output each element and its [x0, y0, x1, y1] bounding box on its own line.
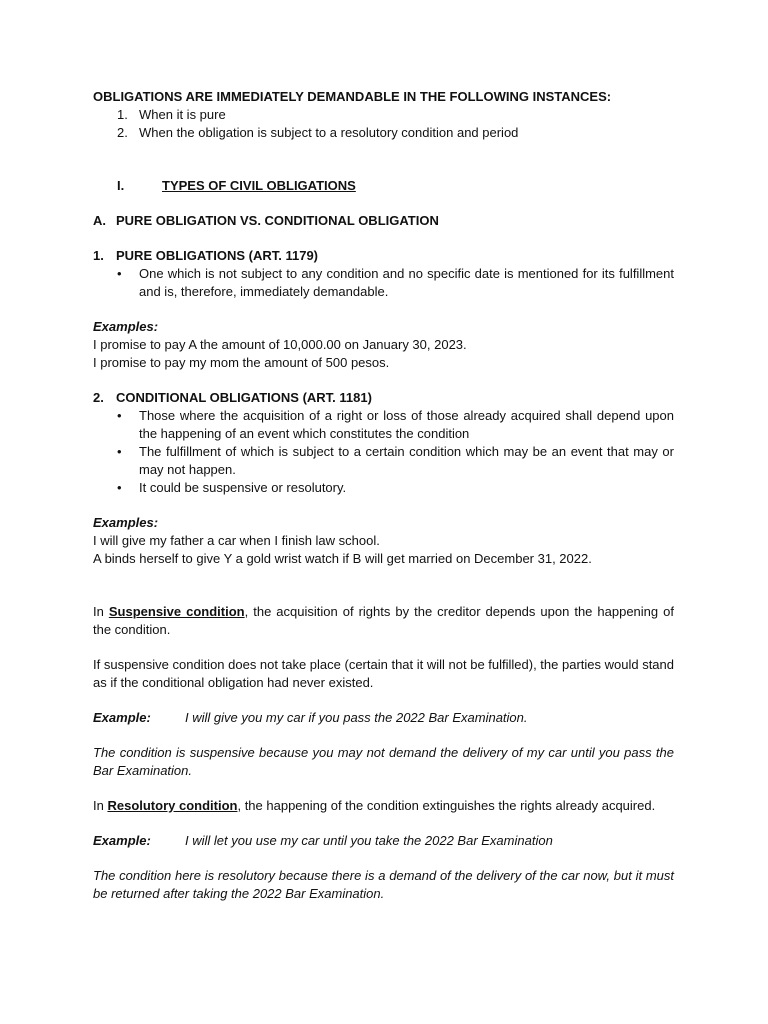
example-label: Example:: [93, 710, 151, 725]
main-heading: OBLIGATIONS ARE IMMEDIATELY DEMANDABLE IN THE FOLLOWING INSTANCES:: [93, 89, 612, 104]
section-heading-i: [93, 177, 674, 195]
section-number: I.: [117, 178, 125, 193]
term-resolutory-condition: Resolutory condition: [107, 798, 238, 813]
resolutory-explanation: The condition here is resolutory because there is a demand of the delivery of the car now, but it must be returned after taking the 2022 Bar Examination.: [93, 868, 674, 901]
example-label: Example:: [93, 833, 151, 848]
instances-list: [93, 106, 674, 142]
list-number: 2.: [117, 125, 128, 140]
list-item-text: When it is pure: [139, 107, 226, 122]
suspensive-example: [93, 709, 674, 727]
section-heading-a: [93, 212, 674, 230]
section-title: PURE OBLIGATION VS. CONDITIONAL OBLIGATION: [116, 213, 439, 228]
term-suspensive-condition: Suspensive condition: [108, 604, 245, 619]
bullet-text: Those where the acquisition of a right or loss of those already acquired shall depend upon the happening of an event which constitutes the condition: [139, 408, 674, 441]
example-text: I will give you my car if you pass the 2022 Bar Examination.: [185, 710, 528, 725]
section-number: 2.: [93, 390, 104, 405]
bullet-item: [93, 443, 674, 479]
bullet-text: One which is not subject to any condition and no specific date is mentioned for its fulfillment and is, therefore, immediately demandable.: [139, 266, 674, 299]
bullet-text: The fulfillment of which is subject to a certain condition which may be an event that may or may not happen.: [139, 444, 674, 477]
example-line: I will give my father a car when I finish law school.: [93, 533, 380, 548]
bullet-icon: •: [117, 480, 122, 495]
conditional-bullets: [93, 407, 674, 497]
list-number: 1.: [117, 107, 128, 122]
example-line: I promise to pay my mom the amount of 500 pesos.: [93, 355, 390, 370]
bullet-text: It could be suspensive or resolutory.: [139, 480, 347, 495]
example-text: I will let you use my car until you take the 2022 Bar Examination: [185, 833, 553, 848]
section-number: A.: [93, 213, 106, 228]
suspensive-definition: [93, 603, 674, 639]
bullet-icon: •: [117, 266, 122, 281]
definition-text: , the happening of the condition extinguishes the rights already acquired.: [237, 798, 656, 813]
text-prefix: In: [93, 798, 108, 813]
suspensive-paragraph: If suspensive condition does not take place (certain that it will not be fulfilled), the parties would stand as if the conditional obligation had never existed.: [93, 657, 674, 690]
bullet-item: [93, 265, 674, 301]
examples-label: Examples:: [93, 319, 159, 334]
list-item-text: When the obligation is subject to a resolutory condition and period: [139, 125, 519, 140]
suspensive-explanation: The condition is suspensive because you may not demand the delivery of my car until you pass the Bar Examination.: [93, 745, 674, 778]
pure-bullets: [93, 265, 674, 301]
text-prefix: In: [93, 604, 109, 619]
pure-obligations-heading: [93, 247, 674, 265]
resolutory-definition: [93, 797, 674, 815]
list-item: [93, 106, 674, 124]
section-title: TYPES OF CIVIL OBLIGATIONS: [162, 178, 356, 193]
conditional-obligations-heading: [93, 389, 674, 407]
definition-text: , the acquisition of rights by the creditor depends upon the happening of the condition.: [93, 604, 674, 637]
bullet-icon: •: [117, 444, 122, 459]
examples-label: Examples:: [93, 515, 159, 530]
document-body: [93, 88, 674, 903]
example-line: I promise to pay A the amount of 10,000.00 on January 30, 2023.: [93, 337, 467, 352]
bullet-item: [93, 479, 674, 497]
section-title: PURE OBLIGATIONS (ART. 1179): [116, 248, 319, 263]
list-item: [93, 124, 674, 142]
bullet-item: [93, 407, 674, 443]
resolutory-example: [93, 832, 674, 850]
example-line: A binds herself to give Y a gold wrist watch if B will get married on December 31, 2022.: [93, 551, 592, 566]
bullet-icon: •: [117, 408, 122, 423]
section-title: CONDITIONAL OBLIGATIONS (ART. 1181): [116, 390, 372, 405]
section-number: 1.: [93, 248, 104, 263]
